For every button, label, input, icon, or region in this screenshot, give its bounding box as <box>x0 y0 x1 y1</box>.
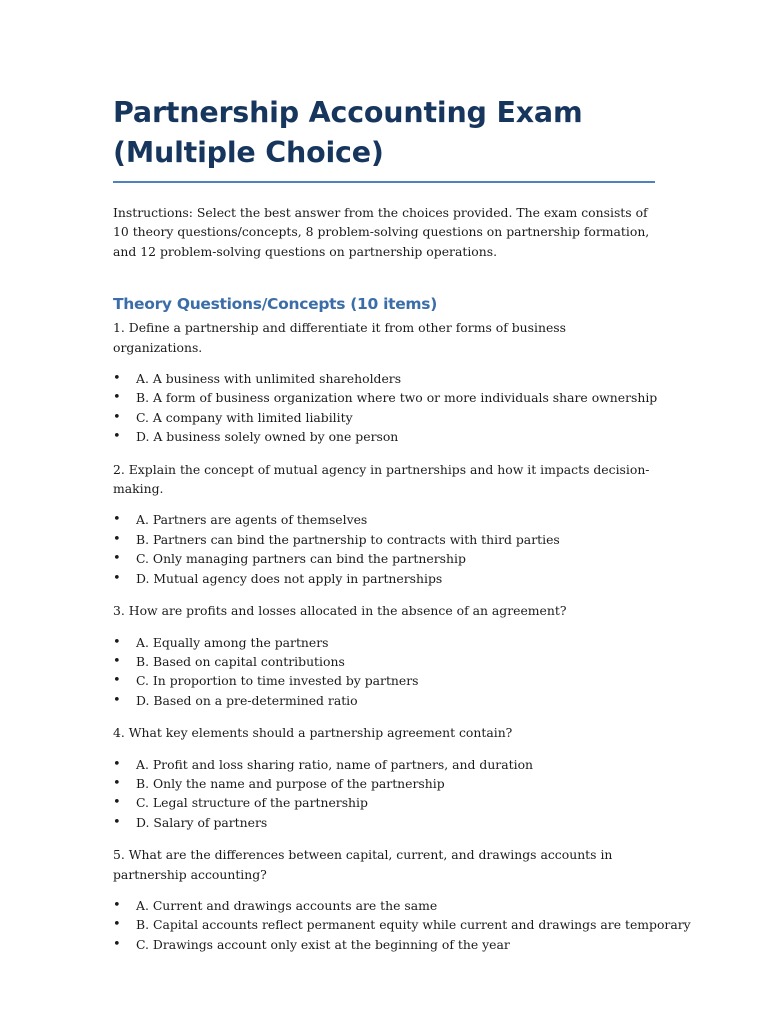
choice-text: D. Salary of partners <box>136 814 268 830</box>
choice-item <box>113 369 655 388</box>
choice-list <box>113 510 655 588</box>
question-text: 1. Define a partnership and differentiate it from other forms of business organizations. <box>113 320 566 355</box>
choice-item <box>113 813 655 832</box>
bullet-icon: • <box>113 653 121 669</box>
choice-item <box>113 755 655 774</box>
choice-item <box>113 896 655 915</box>
choice-text: A. Partners are agents of themselves <box>136 512 368 528</box>
question-list <box>113 318 691 954</box>
bullet-icon: • <box>113 512 121 528</box>
choice-item <box>113 652 655 671</box>
choice-text: D. A business solely owned by one person <box>136 429 399 445</box>
instructions-paragraph: Instructions: Select the best answer from the choices provided. The exam consists of 10 theory questions/concepts, 8 problem-solving questions on partnership formation, and 12 problem-solving questions on partnership operations. <box>113 205 650 259</box>
choice-item <box>113 671 655 690</box>
bullet-icon: • <box>113 936 121 952</box>
choice-item <box>113 569 655 588</box>
choice-item <box>113 388 658 407</box>
choice-item <box>113 774 655 793</box>
bullet-icon: • <box>113 531 121 547</box>
choice-text: D. Based on a pre-determined ratio <box>136 692 358 708</box>
bullet-icon: • <box>113 775 121 791</box>
choice-text: D. Mutual agency does not apply in partnerships <box>136 570 443 586</box>
choice-text: B. Partners can bind the partnership to contracts with third parties <box>136 531 560 547</box>
question-block <box>113 460 655 588</box>
document-title: Partnership Accounting Exam (Multiple Choice) <box>113 93 655 183</box>
choice-item <box>113 427 655 446</box>
bullet-icon: • <box>113 756 121 772</box>
choice-text: B. Only the name and purpose of the partnership <box>136 775 445 791</box>
choice-item <box>113 633 655 652</box>
bullet-icon: • <box>113 634 121 650</box>
choice-item <box>113 793 655 812</box>
choice-list <box>113 755 655 833</box>
choice-list <box>113 896 691 954</box>
question-text: 3. How are profits and losses allocated in the absence of an agreement? <box>113 603 567 619</box>
choice-text: C. A company with limited liability <box>136 409 353 425</box>
bullet-icon: • <box>113 897 121 913</box>
bullet-icon: • <box>113 570 121 586</box>
bullet-icon: • <box>113 409 121 425</box>
bullet-icon: • <box>113 371 121 387</box>
choice-text: B. A form of business organization where two or more individuals share ownership <box>136 390 658 406</box>
choice-text: C. Legal structure of the partnership <box>136 795 368 811</box>
choice-text: C. Only managing partners can bind the partnership <box>136 551 466 567</box>
question-text: 5. What are the differences between capital, current, and drawings accounts in partnership accounting? <box>113 847 613 882</box>
choice-text: B. Capital accounts reflect permanent equity while current and drawings are temporary <box>136 917 691 933</box>
choice-text: B. Based on capital contributions <box>136 653 345 669</box>
bullet-icon: • <box>113 390 121 406</box>
question-text: 4. What key elements should a partnership agreement contain? <box>113 725 513 741</box>
choice-item <box>113 549 655 568</box>
bullet-icon: • <box>113 917 121 933</box>
choice-item <box>113 935 655 954</box>
choice-list <box>113 369 658 447</box>
choice-item <box>113 408 655 427</box>
question-block <box>113 845 691 954</box>
choice-text: A. Equally among the partners <box>136 634 329 650</box>
bullet-icon: • <box>113 551 121 567</box>
choice-item <box>113 510 655 529</box>
question-text: 2. Explain the concept of mutual agency in partnerships and how it impacts decision-making. <box>113 461 650 497</box>
section-heading-theory: Theory Questions/Concepts (10 items) <box>113 295 437 314</box>
bullet-icon: • <box>113 795 121 811</box>
question-block <box>113 723 655 832</box>
choice-item <box>113 530 655 549</box>
choice-text: C. Drawings account only exist at the beginning of the year <box>136 936 510 952</box>
bullet-icon: • <box>113 692 121 708</box>
choice-text: A. Profit and loss sharing ratio, name of partners, and duration <box>136 756 534 772</box>
question-block <box>113 318 658 446</box>
exam-page <box>113 93 691 967</box>
choice-list <box>113 633 655 711</box>
choice-item <box>113 915 691 934</box>
bullet-icon: • <box>113 814 121 830</box>
bullet-icon: • <box>113 429 121 445</box>
question-block <box>113 601 655 710</box>
choice-text: A. Current and drawings accounts are the same <box>136 897 438 913</box>
choice-text: A. A business with unlimited shareholders <box>136 371 402 387</box>
bullet-icon: • <box>113 673 121 689</box>
choice-text: C. In proportion to time invested by partners <box>136 673 419 689</box>
choice-item <box>113 691 655 710</box>
